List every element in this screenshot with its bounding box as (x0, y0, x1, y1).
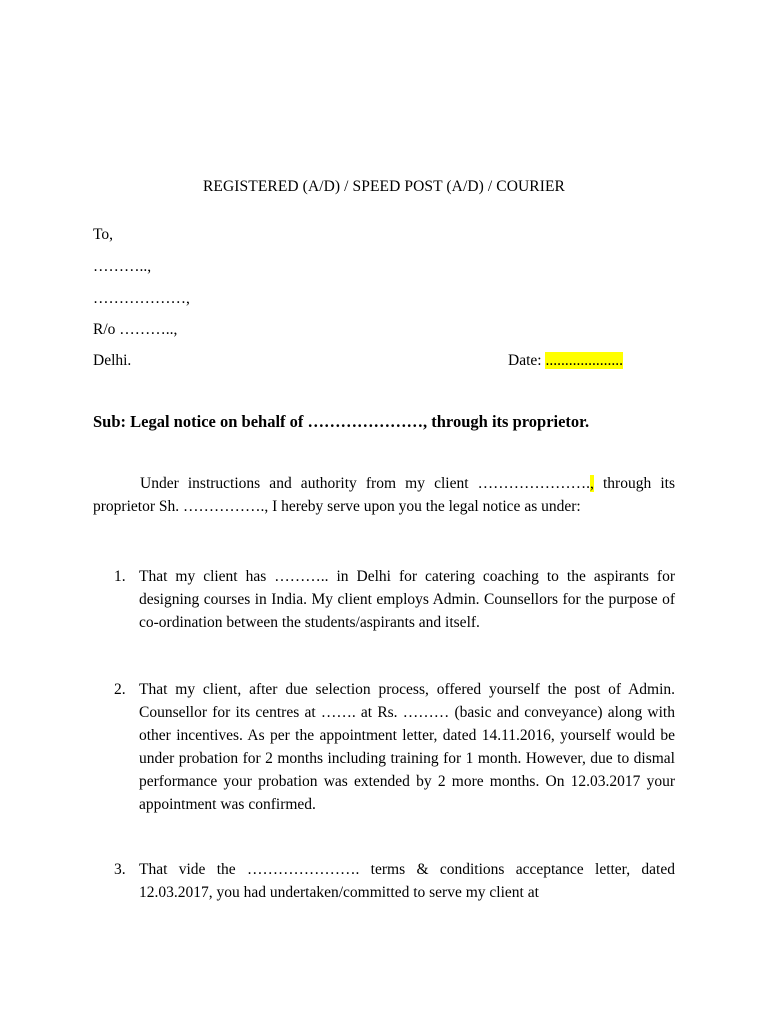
intro-paragraph (93, 472, 675, 518)
list-item-text: That vide the …………………. terms & conditions acceptance letter, dated 12.03.2017, you had undertaken/committed to serve my client at (139, 861, 675, 901)
address-line-3: R/o ……….., (93, 321, 178, 338)
numbered-list (110, 678, 675, 816)
date-value-highlighted: .................... (545, 352, 623, 369)
address-line-2: ………………, (93, 290, 190, 307)
numbered-list (110, 858, 675, 904)
list-item-text: That my client, after due selection process, offered yourself the post of Admin. Counsellor for its centres at ……. at Rs. ……… (basic and conveyance) along with other incentives. As per the appointment letter, dated 14.11.2016, yourself would be under probation for 2 months including training for 1 month. However, due to dismal performance your probation was extended by 2 more months. On 12.03.2017 your appointment was confirmed. (139, 681, 675, 813)
list-number: 3. (114, 861, 126, 878)
address-to: To, (93, 226, 114, 243)
list-number: 1. (114, 568, 126, 585)
list-item-2 (110, 678, 675, 816)
date-field (508, 352, 623, 370)
date-label: Date: (508, 352, 542, 369)
intro-text-start: Under instructions and authority from my client …………………. (140, 475, 590, 492)
list-item-1 (110, 565, 675, 634)
dispatch-mode-heading: REGISTERED (A/D) / SPEED POST (A/D) / COURIER (202, 178, 565, 195)
list-item-3 (110, 858, 675, 904)
list-number: 2. (114, 681, 126, 698)
numbered-list (110, 565, 675, 634)
intro-highlighted-char: , (590, 475, 594, 492)
address-city: Delhi. (93, 352, 132, 369)
intro-text-end: through its proprietor Sh. ……………., I hereby serve upon you the legal notice as under: (93, 475, 675, 515)
list-item-text: That my client has ……….. in Delhi for catering coaching to the aspirants for designing courses in India. My client employs Admin. Counsellors for the purpose of co-ordination between the students/aspirants and itself. (139, 568, 675, 631)
subject-line: Sub: Legal notice on behalf of …………………, through its proprietor. (93, 412, 590, 431)
address-line-1: ……….., (93, 258, 152, 275)
